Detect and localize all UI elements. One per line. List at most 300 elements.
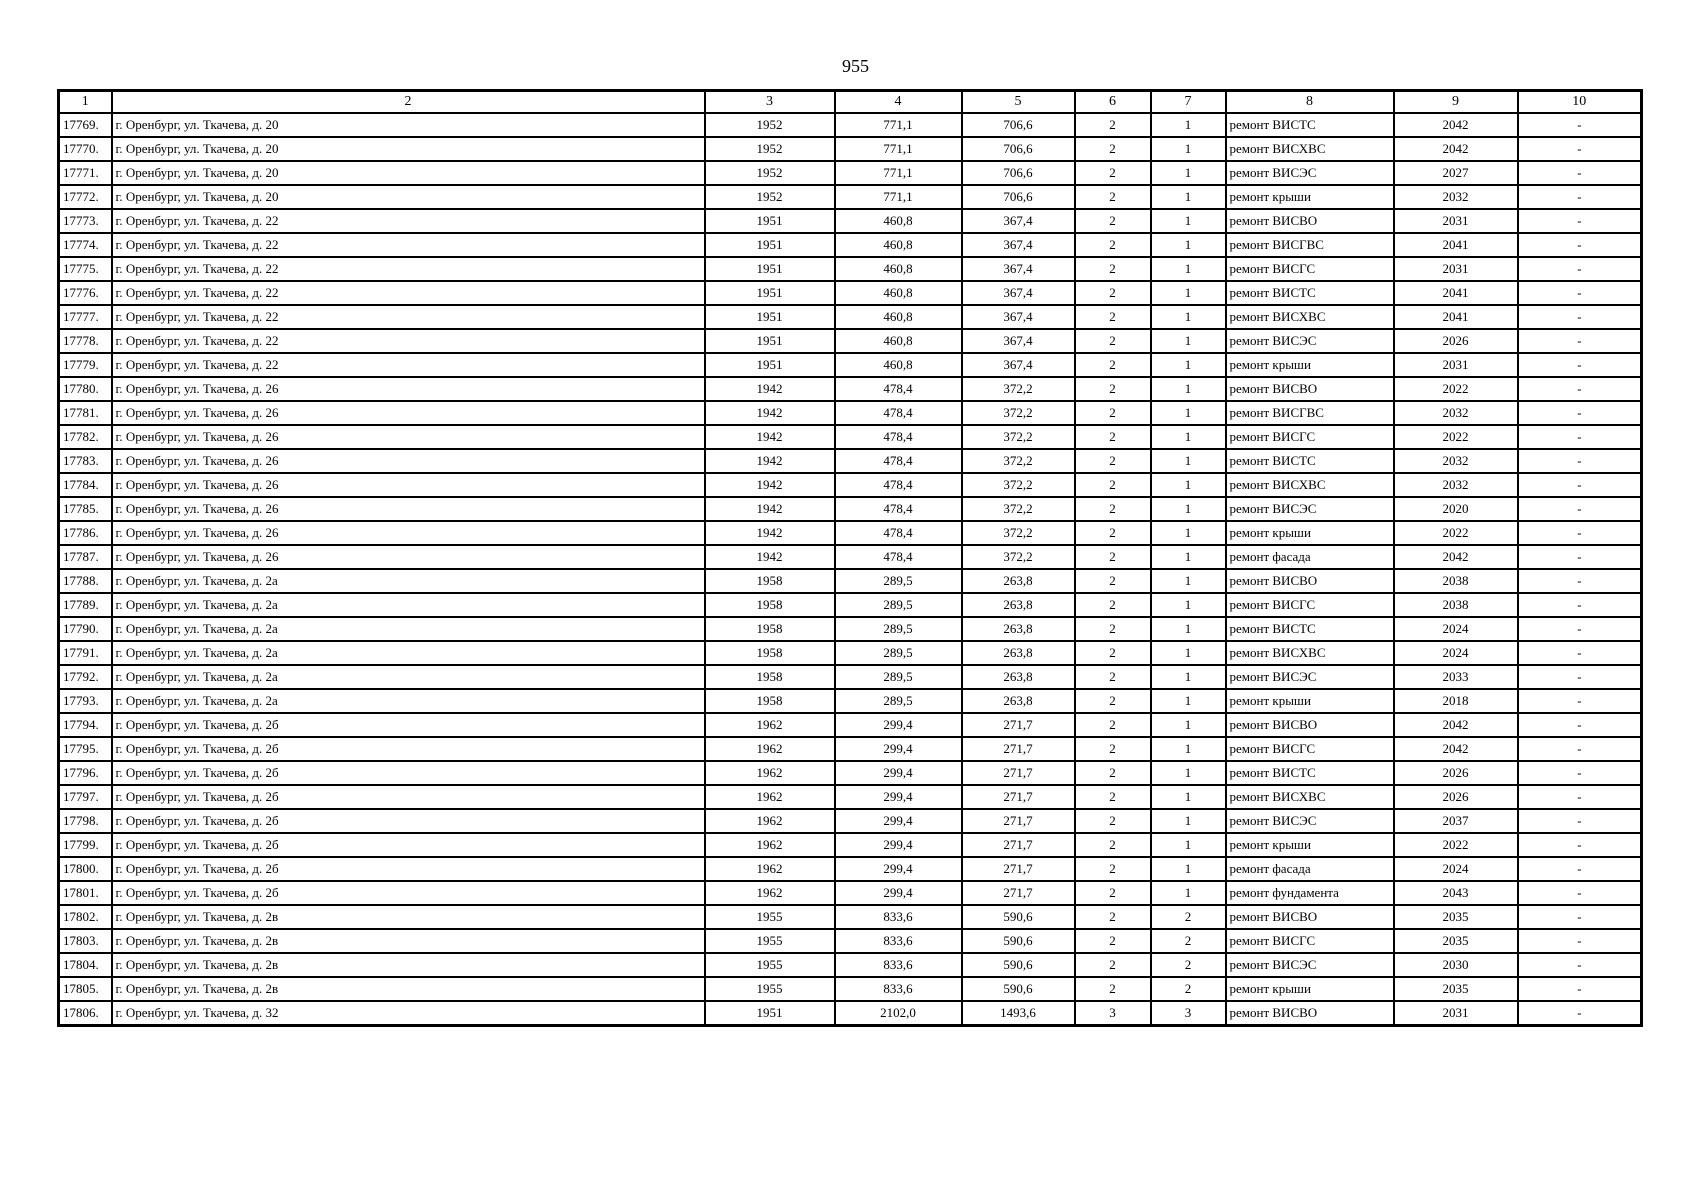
living-area-cell: 271,7 bbox=[962, 881, 1075, 905]
column-header: 8 bbox=[1226, 91, 1394, 114]
living-area-cell: 372,2 bbox=[962, 497, 1075, 521]
total-area-cell: 478,4 bbox=[835, 377, 962, 401]
work-type-cell: ремонт крыши bbox=[1226, 689, 1394, 713]
note-cell: - bbox=[1518, 497, 1642, 521]
table-row bbox=[59, 185, 1642, 209]
living-area-cell: 367,4 bbox=[962, 329, 1075, 353]
total-area-cell: 299,4 bbox=[835, 881, 962, 905]
living-area-cell: 367,4 bbox=[962, 281, 1075, 305]
planned-year-cell: 2022 bbox=[1394, 377, 1518, 401]
address-cell: г. Оренбург, ул. Ткачева, д. 22 bbox=[112, 233, 705, 257]
note-cell: - bbox=[1518, 161, 1642, 185]
living-area-cell: 590,6 bbox=[962, 905, 1075, 929]
floors-cell: 2 bbox=[1075, 209, 1151, 233]
work-type-cell: ремонт фундамента bbox=[1226, 881, 1394, 905]
entrances-cell: 1 bbox=[1151, 521, 1226, 545]
entrances-cell: 1 bbox=[1151, 713, 1226, 737]
planned-year-cell: 2042 bbox=[1394, 713, 1518, 737]
planned-year-cell: 2041 bbox=[1394, 281, 1518, 305]
entrances-cell: 1 bbox=[1151, 473, 1226, 497]
table-row bbox=[59, 209, 1642, 233]
year-built-cell: 1955 bbox=[705, 977, 835, 1001]
year-built-cell: 1951 bbox=[705, 281, 835, 305]
total-area-cell: 299,4 bbox=[835, 713, 962, 737]
total-area-cell: 771,1 bbox=[835, 161, 962, 185]
entrances-cell: 2 bbox=[1151, 977, 1226, 1001]
total-area-cell: 833,6 bbox=[835, 905, 962, 929]
planned-year-cell: 2020 bbox=[1394, 497, 1518, 521]
total-area-cell: 833,6 bbox=[835, 977, 962, 1001]
total-area-cell: 460,8 bbox=[835, 353, 962, 377]
table-row bbox=[59, 953, 1642, 977]
note-cell: - bbox=[1518, 545, 1642, 569]
entrances-cell: 1 bbox=[1151, 353, 1226, 377]
table-row bbox=[59, 857, 1642, 881]
floors-cell: 2 bbox=[1075, 185, 1151, 209]
living-area-cell: 367,4 bbox=[962, 353, 1075, 377]
table-row bbox=[59, 929, 1642, 953]
floors-cell: 2 bbox=[1075, 617, 1151, 641]
year-built-cell: 1962 bbox=[705, 737, 835, 761]
work-type-cell: ремонт ВИСГС bbox=[1226, 425, 1394, 449]
entrances-cell: 1 bbox=[1151, 209, 1226, 233]
year-built-cell: 1962 bbox=[705, 761, 835, 785]
living-area-cell: 271,7 bbox=[962, 785, 1075, 809]
table-row bbox=[59, 809, 1642, 833]
year-built-cell: 1962 bbox=[705, 713, 835, 737]
floors-cell: 2 bbox=[1075, 569, 1151, 593]
floors-cell: 2 bbox=[1075, 449, 1151, 473]
floors-cell: 2 bbox=[1075, 377, 1151, 401]
note-cell: - bbox=[1518, 425, 1642, 449]
planned-year-cell: 2042 bbox=[1394, 545, 1518, 569]
column-header: 1 bbox=[59, 91, 112, 114]
work-type-cell: ремонт ВИСВО bbox=[1226, 1001, 1394, 1026]
work-type-cell: ремонт ВИСЭС bbox=[1226, 809, 1394, 833]
entrances-cell: 1 bbox=[1151, 641, 1226, 665]
row-number: 17783. bbox=[59, 449, 112, 473]
row-number: 17779. bbox=[59, 353, 112, 377]
floors-cell: 2 bbox=[1075, 641, 1151, 665]
table-row bbox=[59, 713, 1642, 737]
entrances-cell: 1 bbox=[1151, 569, 1226, 593]
floors-cell: 2 bbox=[1075, 737, 1151, 761]
floors-cell: 2 bbox=[1075, 137, 1151, 161]
total-area-cell: 299,4 bbox=[835, 785, 962, 809]
entrances-cell: 1 bbox=[1151, 617, 1226, 641]
total-area-cell: 460,8 bbox=[835, 257, 962, 281]
note-cell: - bbox=[1518, 449, 1642, 473]
living-area-cell: 271,7 bbox=[962, 857, 1075, 881]
address-cell: г. Оренбург, ул. Ткачева, д. 2в bbox=[112, 929, 705, 953]
total-area-cell: 299,4 bbox=[835, 809, 962, 833]
address-cell: г. Оренбург, ул. Ткачева, д. 20 bbox=[112, 113, 705, 137]
note-cell: - bbox=[1518, 209, 1642, 233]
table-row bbox=[59, 905, 1642, 929]
year-built-cell: 1958 bbox=[705, 689, 835, 713]
work-type-cell: ремонт крыши bbox=[1226, 353, 1394, 377]
floors-cell: 2 bbox=[1075, 305, 1151, 329]
address-cell: г. Оренбург, ул. Ткачева, д. 20 bbox=[112, 137, 705, 161]
address-cell: г. Оренбург, ул. Ткачева, д. 26 bbox=[112, 449, 705, 473]
work-type-cell: ремонт ВИСВО bbox=[1226, 569, 1394, 593]
entrances-cell: 1 bbox=[1151, 665, 1226, 689]
total-area-cell: 833,6 bbox=[835, 953, 962, 977]
address-cell: г. Оренбург, ул. Ткачева, д. 26 bbox=[112, 521, 705, 545]
entrances-cell: 3 bbox=[1151, 1001, 1226, 1026]
living-area-cell: 271,7 bbox=[962, 833, 1075, 857]
note-cell: - bbox=[1518, 185, 1642, 209]
entrances-cell: 1 bbox=[1151, 305, 1226, 329]
floors-cell: 2 bbox=[1075, 353, 1151, 377]
planned-year-cell: 2022 bbox=[1394, 833, 1518, 857]
note-cell: - bbox=[1518, 929, 1642, 953]
table-row bbox=[59, 137, 1642, 161]
entrances-cell: 1 bbox=[1151, 737, 1226, 761]
entrances-cell: 1 bbox=[1151, 761, 1226, 785]
living-area-cell: 590,6 bbox=[962, 929, 1075, 953]
row-number: 17797. bbox=[59, 785, 112, 809]
address-cell: г. Оренбург, ул. Ткачева, д. 2в bbox=[112, 977, 705, 1001]
note-cell: - bbox=[1518, 785, 1642, 809]
work-type-cell: ремонт ВИСХВС bbox=[1226, 641, 1394, 665]
note-cell: - bbox=[1518, 665, 1642, 689]
total-area-cell: 289,5 bbox=[835, 665, 962, 689]
planned-year-cell: 2042 bbox=[1394, 113, 1518, 137]
entrances-cell: 1 bbox=[1151, 593, 1226, 617]
row-number: 17803. bbox=[59, 929, 112, 953]
note-cell: - bbox=[1518, 353, 1642, 377]
column-header: 10 bbox=[1518, 91, 1642, 114]
planned-year-cell: 2042 bbox=[1394, 737, 1518, 761]
year-built-cell: 1962 bbox=[705, 881, 835, 905]
row-number: 17781. bbox=[59, 401, 112, 425]
column-header: 5 bbox=[962, 91, 1075, 114]
table-row bbox=[59, 257, 1642, 281]
floors-cell: 2 bbox=[1075, 689, 1151, 713]
floors-cell: 2 bbox=[1075, 521, 1151, 545]
table-row bbox=[59, 473, 1642, 497]
address-cell: г. Оренбург, ул. Ткачева, д. 2а bbox=[112, 689, 705, 713]
row-number: 17796. bbox=[59, 761, 112, 785]
note-cell: - bbox=[1518, 641, 1642, 665]
table-row bbox=[59, 449, 1642, 473]
address-cell: г. Оренбург, ул. Ткачева, д. 2а bbox=[112, 617, 705, 641]
living-area-cell: 372,2 bbox=[962, 545, 1075, 569]
year-built-cell: 1942 bbox=[705, 377, 835, 401]
living-area-cell: 263,8 bbox=[962, 641, 1075, 665]
work-type-cell: ремонт ВИСХВС bbox=[1226, 473, 1394, 497]
total-area-cell: 299,4 bbox=[835, 833, 962, 857]
column-header: 3 bbox=[705, 91, 835, 114]
note-cell: - bbox=[1518, 713, 1642, 737]
entrances-cell: 2 bbox=[1151, 953, 1226, 977]
floors-cell: 2 bbox=[1075, 785, 1151, 809]
entrances-cell: 1 bbox=[1151, 497, 1226, 521]
work-type-cell: ремонт ВИСЭС bbox=[1226, 665, 1394, 689]
floors-cell: 2 bbox=[1075, 473, 1151, 497]
work-type-cell: ремонт крыши bbox=[1226, 185, 1394, 209]
living-area-cell: 590,6 bbox=[962, 977, 1075, 1001]
address-cell: г. Оренбург, ул. Ткачева, д. 26 bbox=[112, 425, 705, 449]
note-cell: - bbox=[1518, 137, 1642, 161]
address-cell: г. Оренбург, ул. Ткачева, д. 20 bbox=[112, 185, 705, 209]
total-area-cell: 478,4 bbox=[835, 545, 962, 569]
row-number: 17772. bbox=[59, 185, 112, 209]
row-number: 17792. bbox=[59, 665, 112, 689]
note-cell: - bbox=[1518, 761, 1642, 785]
note-cell: - bbox=[1518, 329, 1642, 353]
work-type-cell: ремонт ВИСВО bbox=[1226, 377, 1394, 401]
total-area-cell: 478,4 bbox=[835, 401, 962, 425]
row-number: 17801. bbox=[59, 881, 112, 905]
address-cell: г. Оренбург, ул. Ткачева, д. 2б bbox=[112, 785, 705, 809]
note-cell: - bbox=[1518, 833, 1642, 857]
table-row bbox=[59, 689, 1642, 713]
total-area-cell: 478,4 bbox=[835, 497, 962, 521]
note-cell: - bbox=[1518, 905, 1642, 929]
work-type-cell: ремонт ВИСГС bbox=[1226, 929, 1394, 953]
table-row bbox=[59, 785, 1642, 809]
column-header: 9 bbox=[1394, 91, 1518, 114]
floors-cell: 2 bbox=[1075, 281, 1151, 305]
work-type-cell: ремонт ВИСЭС bbox=[1226, 161, 1394, 185]
table-row bbox=[59, 305, 1642, 329]
work-type-cell: ремонт фасада bbox=[1226, 857, 1394, 881]
total-area-cell: 289,5 bbox=[835, 689, 962, 713]
row-number: 17795. bbox=[59, 737, 112, 761]
living-area-cell: 590,6 bbox=[962, 953, 1075, 977]
planned-year-cell: 2033 bbox=[1394, 665, 1518, 689]
table-row bbox=[59, 401, 1642, 425]
year-built-cell: 1958 bbox=[705, 569, 835, 593]
living-area-cell: 372,2 bbox=[962, 425, 1075, 449]
work-type-cell: ремонт ВИСХВС bbox=[1226, 137, 1394, 161]
planned-year-cell: 2022 bbox=[1394, 521, 1518, 545]
column-header: 4 bbox=[835, 91, 962, 114]
living-area-cell: 263,8 bbox=[962, 689, 1075, 713]
year-built-cell: 1962 bbox=[705, 833, 835, 857]
work-type-cell: ремонт ВИСГВС bbox=[1226, 401, 1394, 425]
table-row bbox=[59, 617, 1642, 641]
address-cell: г. Оренбург, ул. Ткачева, д. 26 bbox=[112, 473, 705, 497]
table-row bbox=[59, 497, 1642, 521]
year-built-cell: 1962 bbox=[705, 857, 835, 881]
total-area-cell: 478,4 bbox=[835, 449, 962, 473]
table-row bbox=[59, 329, 1642, 353]
entrances-cell: 1 bbox=[1151, 281, 1226, 305]
total-area-cell: 478,4 bbox=[835, 425, 962, 449]
floors-cell: 2 bbox=[1075, 905, 1151, 929]
row-number: 17773. bbox=[59, 209, 112, 233]
address-cell: г. Оренбург, ул. Ткачева, д. 2б bbox=[112, 833, 705, 857]
note-cell: - bbox=[1518, 401, 1642, 425]
planned-year-cell: 2032 bbox=[1394, 473, 1518, 497]
total-area-cell: 833,6 bbox=[835, 929, 962, 953]
row-number: 17787. bbox=[59, 545, 112, 569]
planned-year-cell: 2037 bbox=[1394, 809, 1518, 833]
living-area-cell: 1493,6 bbox=[962, 1001, 1075, 1026]
row-number: 17804. bbox=[59, 953, 112, 977]
work-type-cell: ремонт ВИСТС bbox=[1226, 113, 1394, 137]
table-row bbox=[59, 977, 1642, 1001]
address-cell: г. Оренбург, ул. Ткачева, д. 2б bbox=[112, 713, 705, 737]
floors-cell: 2 bbox=[1075, 233, 1151, 257]
row-number: 17782. bbox=[59, 425, 112, 449]
note-cell: - bbox=[1518, 617, 1642, 641]
note-cell: - bbox=[1518, 809, 1642, 833]
total-area-cell: 2102,0 bbox=[835, 1001, 962, 1026]
planned-year-cell: 2043 bbox=[1394, 881, 1518, 905]
work-type-cell: ремонт ВИСЭС bbox=[1226, 329, 1394, 353]
year-built-cell: 1958 bbox=[705, 665, 835, 689]
entrances-cell: 1 bbox=[1151, 161, 1226, 185]
column-header: 7 bbox=[1151, 91, 1226, 114]
row-number: 17770. bbox=[59, 137, 112, 161]
planned-year-cell: 2024 bbox=[1394, 641, 1518, 665]
address-cell: г. Оренбург, ул. Ткачева, д. 2б bbox=[112, 761, 705, 785]
work-type-cell: ремонт крыши bbox=[1226, 833, 1394, 857]
table-row bbox=[59, 737, 1642, 761]
row-number: 17788. bbox=[59, 569, 112, 593]
entrances-cell: 2 bbox=[1151, 929, 1226, 953]
floors-cell: 2 bbox=[1075, 593, 1151, 617]
total-area-cell: 289,5 bbox=[835, 641, 962, 665]
table-row bbox=[59, 353, 1642, 377]
address-cell: г. Оренбург, ул. Ткачева, д. 2в bbox=[112, 953, 705, 977]
entrances-cell: 1 bbox=[1151, 113, 1226, 137]
living-area-cell: 367,4 bbox=[962, 209, 1075, 233]
year-built-cell: 1951 bbox=[705, 1001, 835, 1026]
total-area-cell: 771,1 bbox=[835, 185, 962, 209]
address-cell: г. Оренбург, ул. Ткачева, д. 22 bbox=[112, 257, 705, 281]
work-type-cell: ремонт ВИСГС bbox=[1226, 257, 1394, 281]
row-number: 17798. bbox=[59, 809, 112, 833]
address-cell: г. Оренбург, ул. Ткачева, д. 2б bbox=[112, 809, 705, 833]
planned-year-cell: 2035 bbox=[1394, 929, 1518, 953]
year-built-cell: 1952 bbox=[705, 113, 835, 137]
year-built-cell: 1952 bbox=[705, 161, 835, 185]
work-type-cell: ремонт ВИСТС bbox=[1226, 281, 1394, 305]
row-number: 17775. bbox=[59, 257, 112, 281]
floors-cell: 2 bbox=[1075, 761, 1151, 785]
entrances-cell: 1 bbox=[1151, 137, 1226, 161]
living-area-cell: 706,6 bbox=[962, 137, 1075, 161]
work-type-cell: ремонт ВИСТС bbox=[1226, 617, 1394, 641]
floors-cell: 2 bbox=[1075, 545, 1151, 569]
note-cell: - bbox=[1518, 305, 1642, 329]
floors-cell: 2 bbox=[1075, 713, 1151, 737]
year-built-cell: 1955 bbox=[705, 905, 835, 929]
floors-cell: 2 bbox=[1075, 425, 1151, 449]
address-cell: г. Оренбург, ул. Ткачева, д. 2в bbox=[112, 905, 705, 929]
living-area-cell: 367,4 bbox=[962, 257, 1075, 281]
planned-year-cell: 2026 bbox=[1394, 761, 1518, 785]
total-area-cell: 289,5 bbox=[835, 593, 962, 617]
address-cell: г. Оренбург, ул. Ткачева, д. 2а bbox=[112, 665, 705, 689]
note-cell: - bbox=[1518, 737, 1642, 761]
year-built-cell: 1942 bbox=[705, 545, 835, 569]
year-built-cell: 1951 bbox=[705, 353, 835, 377]
planned-year-cell: 2022 bbox=[1394, 425, 1518, 449]
floors-cell: 2 bbox=[1075, 329, 1151, 353]
row-number: 17791. bbox=[59, 641, 112, 665]
total-area-cell: 460,8 bbox=[835, 281, 962, 305]
page-number: 955 bbox=[842, 56, 869, 76]
work-type-cell: ремонт фасада bbox=[1226, 545, 1394, 569]
row-number: 17784. bbox=[59, 473, 112, 497]
table-row bbox=[59, 113, 1642, 137]
note-cell: - bbox=[1518, 593, 1642, 617]
work-type-cell: ремонт ВИСВО bbox=[1226, 905, 1394, 929]
year-built-cell: 1958 bbox=[705, 617, 835, 641]
year-built-cell: 1958 bbox=[705, 593, 835, 617]
work-type-cell: ремонт ВИСГС bbox=[1226, 737, 1394, 761]
year-built-cell: 1942 bbox=[705, 473, 835, 497]
living-area-cell: 271,7 bbox=[962, 737, 1075, 761]
floors-cell: 2 bbox=[1075, 161, 1151, 185]
year-built-cell: 1951 bbox=[705, 305, 835, 329]
address-cell: г. Оренбург, ул. Ткачева, д. 2б bbox=[112, 881, 705, 905]
year-built-cell: 1958 bbox=[705, 641, 835, 665]
header-row bbox=[59, 91, 1642, 114]
planned-year-cell: 2026 bbox=[1394, 329, 1518, 353]
row-number: 17777. bbox=[59, 305, 112, 329]
address-cell: г. Оренбург, ул. Ткачева, д. 22 bbox=[112, 281, 705, 305]
living-area-cell: 367,4 bbox=[962, 305, 1075, 329]
table-row bbox=[59, 545, 1642, 569]
living-area-cell: 372,2 bbox=[962, 401, 1075, 425]
address-cell: г. Оренбург, ул. Ткачева, д. 2б bbox=[112, 857, 705, 881]
row-number: 17778. bbox=[59, 329, 112, 353]
total-area-cell: 460,8 bbox=[835, 329, 962, 353]
planned-year-cell: 2035 bbox=[1394, 905, 1518, 929]
address-cell: г. Оренбург, ул. Ткачева, д. 26 bbox=[112, 497, 705, 521]
living-area-cell: 706,6 bbox=[962, 113, 1075, 137]
address-cell: г. Оренбург, ул. Ткачева, д. 22 bbox=[112, 209, 705, 233]
table-row bbox=[59, 761, 1642, 785]
entrances-cell: 2 bbox=[1151, 905, 1226, 929]
total-area-cell: 299,4 bbox=[835, 761, 962, 785]
table-row bbox=[59, 665, 1642, 689]
living-area-cell: 706,6 bbox=[962, 185, 1075, 209]
total-area-cell: 460,8 bbox=[835, 233, 962, 257]
year-built-cell: 1951 bbox=[705, 257, 835, 281]
living-area-cell: 263,8 bbox=[962, 665, 1075, 689]
living-area-cell: 271,7 bbox=[962, 761, 1075, 785]
entrances-cell: 1 bbox=[1151, 329, 1226, 353]
row-number: 17805. bbox=[59, 977, 112, 1001]
floors-cell: 2 bbox=[1075, 833, 1151, 857]
year-built-cell: 1955 bbox=[705, 953, 835, 977]
year-built-cell: 1942 bbox=[705, 401, 835, 425]
work-type-cell: ремонт ВИСГС bbox=[1226, 593, 1394, 617]
year-built-cell: 1942 bbox=[705, 449, 835, 473]
note-cell: - bbox=[1518, 953, 1642, 977]
row-number: 17793. bbox=[59, 689, 112, 713]
note-cell: - bbox=[1518, 233, 1642, 257]
entrances-cell: 1 bbox=[1151, 785, 1226, 809]
work-type-cell: ремонт ВИСЭС bbox=[1226, 497, 1394, 521]
table-row bbox=[59, 593, 1642, 617]
row-number: 17774. bbox=[59, 233, 112, 257]
living-area-cell: 372,2 bbox=[962, 449, 1075, 473]
floors-cell: 2 bbox=[1075, 497, 1151, 521]
address-cell: г. Оренбург, ул. Ткачева, д. 20 bbox=[112, 161, 705, 185]
floors-cell: 2 bbox=[1075, 665, 1151, 689]
row-number: 17776. bbox=[59, 281, 112, 305]
total-area-cell: 289,5 bbox=[835, 617, 962, 641]
